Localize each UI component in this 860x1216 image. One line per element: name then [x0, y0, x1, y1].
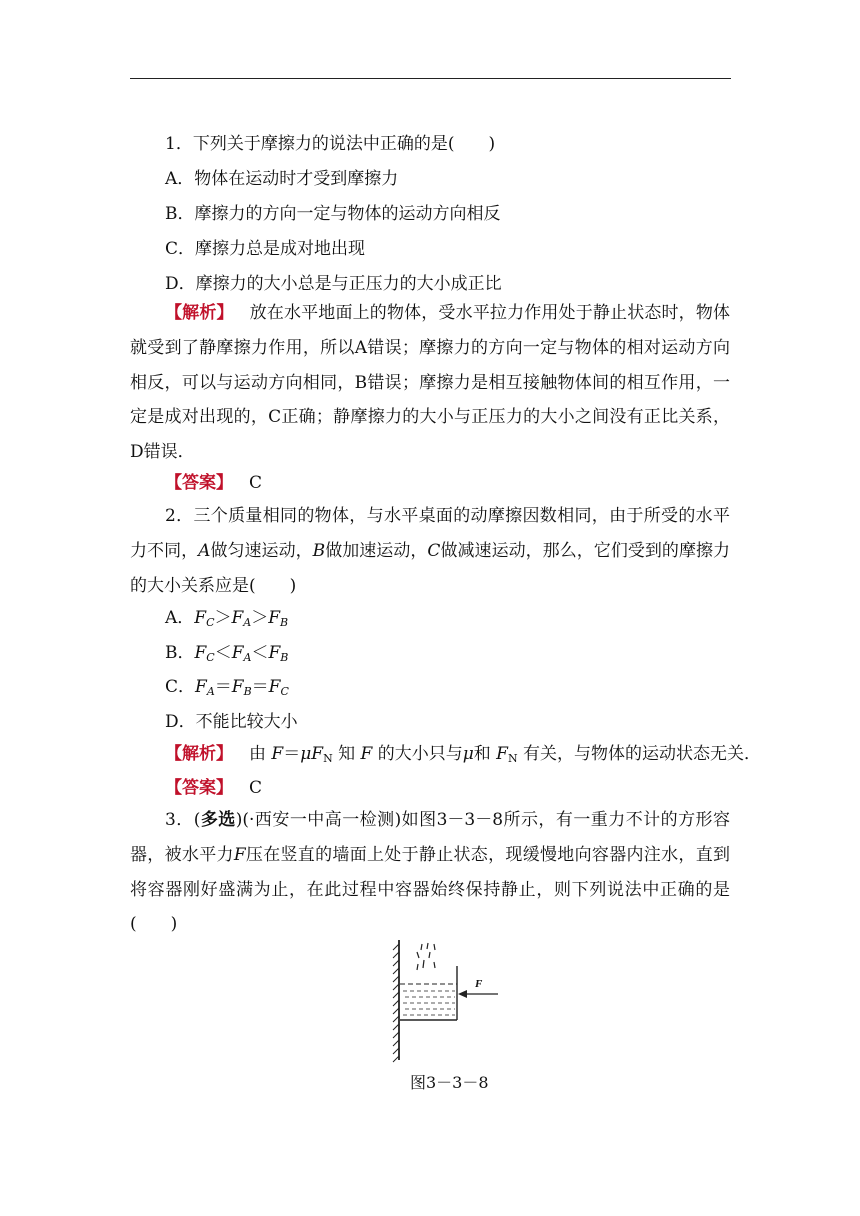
figure-caption: 图3－3－8 [410, 1073, 489, 1092]
symbol-mu: μ [462, 744, 474, 764]
subscript: C [206, 616, 215, 629]
symbol-f: F [194, 643, 207, 663]
symbol-mu: μ [300, 744, 312, 764]
symbol-f: F [360, 744, 373, 764]
q2-analysis-text: 的大小只与 [377, 744, 463, 764]
q2-analysis-text: 由 [249, 744, 266, 764]
q1-analysis [130, 296, 730, 470]
symbol-f: F [271, 744, 284, 764]
q2-option-c [165, 677, 289, 697]
q2-option-b [165, 643, 288, 663]
operator: ＞ [251, 608, 269, 628]
q1-option-d: D．摩擦力的大小总是与正压力的大小成正比 [165, 274, 502, 294]
option-label: C． [165, 677, 196, 697]
figure-container-against-wall [380, 938, 510, 1063]
wall-icon [393, 940, 399, 1062]
q2-option-a [165, 608, 288, 628]
q2-analysis-text: 有关，与物体的运动状态无关． [523, 744, 761, 764]
q2-analysis-tag: 【解析】 [165, 744, 233, 764]
q1-option-b: B．摩擦力的方向一定与物体的运动方向相反 [165, 204, 501, 224]
subscript: B [280, 616, 289, 629]
operator: ＜ [251, 643, 269, 663]
q2-answer [165, 778, 262, 798]
q1-option-a: A．物体在运动时才受到摩擦力 [165, 169, 399, 189]
header-rule [130, 78, 731, 79]
symbol-f: F [496, 744, 508, 764]
symbol-f: F [268, 677, 281, 697]
q1-answer [165, 473, 262, 493]
force-arrow-icon [458, 990, 498, 998]
option-label: B． [165, 643, 195, 663]
subscript: A [243, 651, 252, 664]
symbol-f: F [268, 608, 281, 628]
subscript: B [243, 685, 252, 698]
water-drops-icon [417, 943, 435, 970]
q2-analysis [165, 744, 761, 764]
q2-stem-text: 做匀速运动， [210, 540, 313, 561]
symbol-f: F [195, 677, 207, 697]
option-label: A． [165, 608, 195, 628]
symbol-f: F [231, 677, 244, 697]
q2-option-d: D．不能比较大小 [165, 712, 298, 732]
subscript: N [507, 752, 518, 765]
q2-stem-text: 做减速运动，那么，它们受到的摩擦力的大小关系应是( ) [130, 540, 731, 596]
subscript: C [280, 685, 289, 698]
q2-var-c: C [427, 540, 441, 561]
q2-answer-tag: 【答案】 [165, 778, 233, 798]
q2-var-b: B [312, 540, 326, 561]
subscript: N [323, 752, 333, 765]
q2-stem-text: 做加速运动， [325, 540, 428, 561]
symbol-f: F [233, 844, 246, 865]
symbol-f: F [231, 608, 244, 628]
subscript: C [206, 651, 215, 664]
symbol-f: F [268, 643, 281, 663]
q1-option-c: C．摩擦力总是成对地出现 [165, 239, 366, 259]
q1-stem: 1．下列关于摩擦力的说法中正确的是( ) [165, 134, 496, 154]
symbol-f: F [194, 608, 207, 628]
subscript: A [206, 685, 215, 698]
container-icon [400, 966, 457, 1020]
q2-analysis-text: 和 [473, 744, 491, 764]
q1-answer-value: C [249, 473, 263, 493]
q3-stem-text: 压在竖直的墙面上处于静止状态，现缓慢地向容器内注水，直到将容器刚好盛满为止，在此过程中容器始终保持静止，则下列说法中正确的是( ) [130, 844, 731, 935]
q2-answer-value: C [249, 778, 263, 798]
operator: ＝ [251, 677, 269, 697]
symbol-f: F [231, 643, 244, 663]
q3-number: 3．( [165, 810, 201, 830]
operator: ＞ [214, 608, 232, 628]
operator: ＝ [214, 677, 232, 697]
q1-analysis-text: 放在水平地面上的物体，受水平拉力作用处于静止状态时，物体就受到了静摩擦力作用，所以A错误；摩擦力的方向一定与物体的相对运动方向相反，可以与运动方向相同，B错误；摩擦力是相互接触物体间的相互作用，一定是成对出现的，C正确；静摩擦力的大小与正压力的大小之间没有正比关系，D错误． [130, 303, 731, 463]
symbol-f: F [311, 744, 324, 764]
q2-stem-text: 2．三个质量相同的物体，与水平桌面的动摩擦因数相同，由于所受的水平力不同， [130, 506, 730, 561]
operator: ＜ [214, 643, 232, 663]
q3-multi-select-tag: 多选 [200, 810, 236, 830]
subscript: A [243, 616, 252, 629]
force-label: F [475, 978, 483, 990]
q3-stem [130, 803, 730, 942]
q1-analysis-tag: 【解析】 [165, 303, 234, 323]
q1-answer-tag: 【答案】 [165, 473, 233, 493]
operator: ＝ [283, 744, 301, 764]
q3-stem-text: )(·西安一中高一检测)如图3－3－8所示，有一重力不计的方形容器，被水平力 [130, 810, 731, 865]
subscript: B [280, 651, 289, 664]
q2-analysis-text: 知 [338, 744, 356, 764]
q2-stem [130, 499, 730, 603]
q2-var-a: A [198, 540, 211, 561]
